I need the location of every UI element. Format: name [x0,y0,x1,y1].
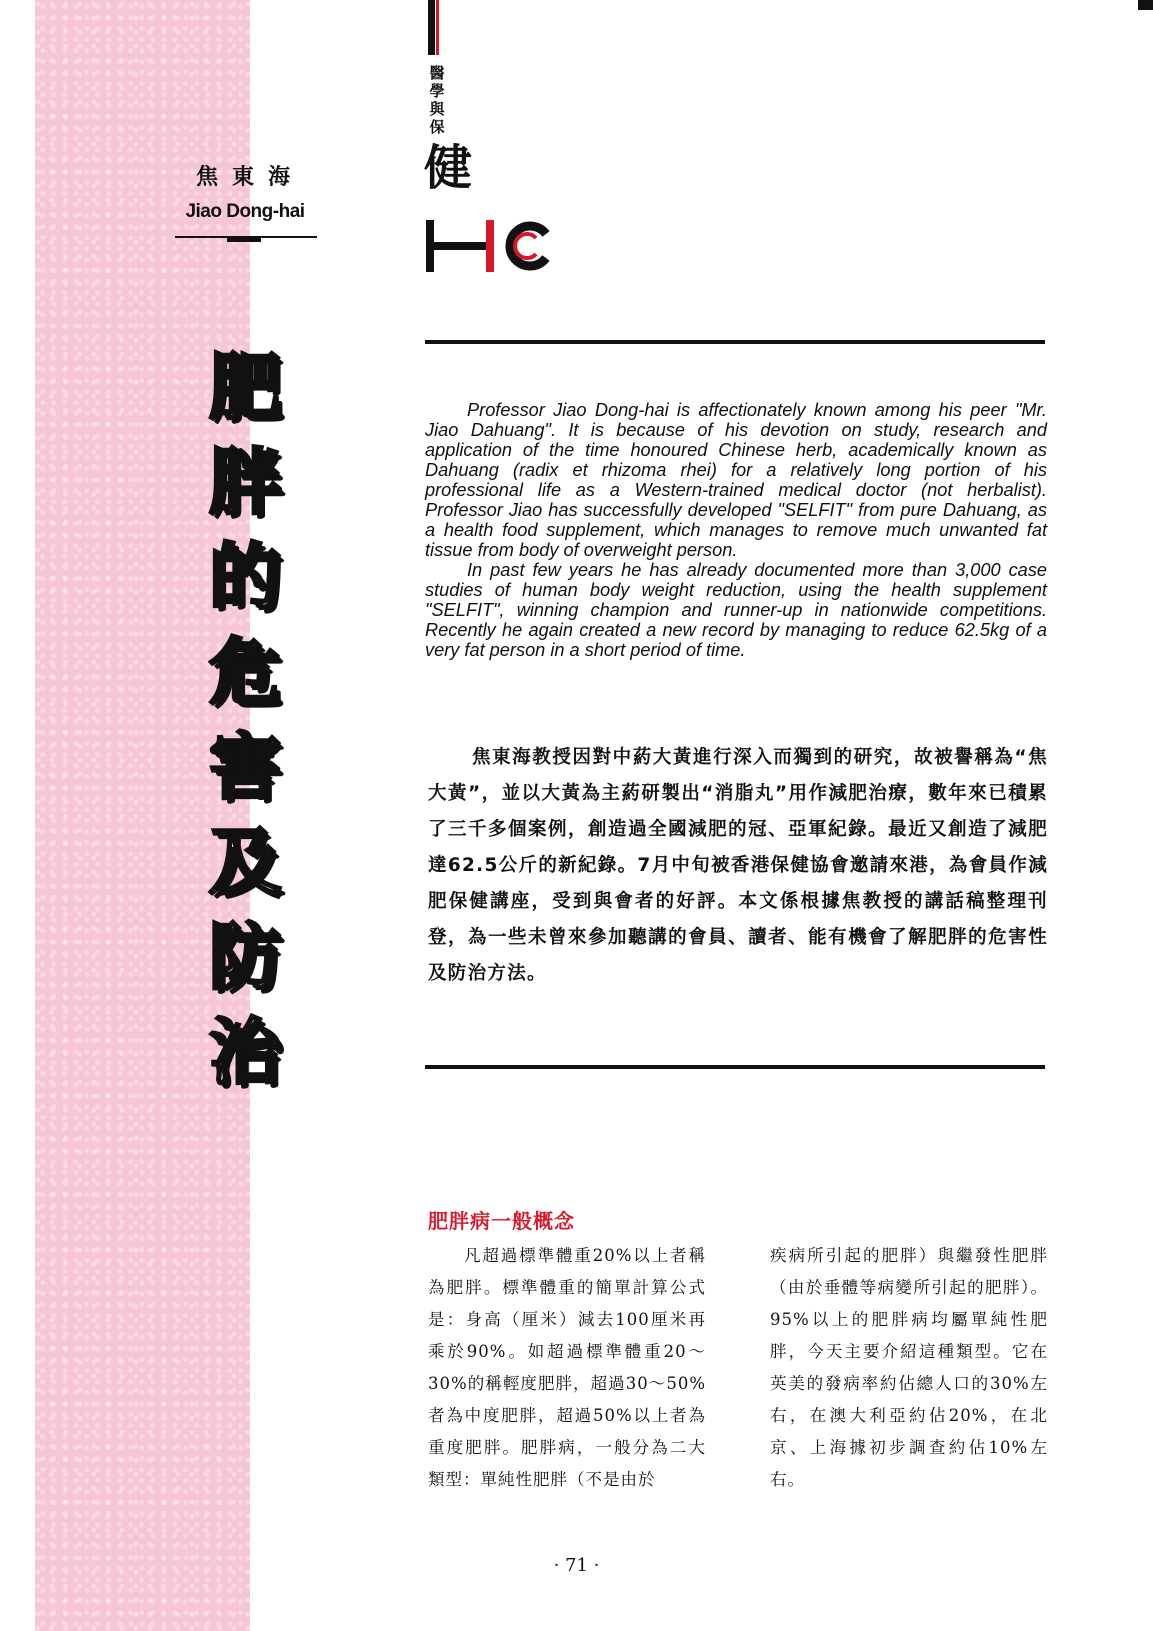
abstract-chinese: 焦東海教授因對中葯大黃進行深入而獨到的研究，故被譽稱為“焦大黃”，並以大黃為主葯研製出“消脂丸”用作減肥治療，數年來已積累了三千多個案例，創造過全國減肥的冠、亞軍紀錄。最近又創造了減肥達62.5公斤的新紀錄。7月中旬被香港保健協會邀請來港，為會員作減肥保健講座，受到與會者的好評。本文係根據焦教授的講話稿整理刊登，為一些未曾來參加聽講的會員、讀者、能有機會了解肥胖的危害性及防治方法。 [428,747,1048,984]
title-char: 肥 [208,345,281,429]
title-char: 及 [208,820,281,904]
corner-crop-mark [1138,0,1153,10]
title-char: 的 [208,535,281,619]
body-column-right: 疾病所引起的肥胖）與繼發性肥胖（由於垂體等病變所引起的肥胖）。95%以上的肥胖病均屬單純性肥胖，今天主要介紹這種類型。它在英美的發病率約佔總人口的30%左右，在澳大利亞約佔20%，在北京、上海據初步調查約佔10%左右。 [770,1246,1048,1489]
section-heading: 肥胖病一般概念 [428,1209,575,1233]
column-label-big: 健 [424,140,473,196]
article-title [200,340,290,1100]
column-label-bar-accent [436,0,439,55]
title-char: 防 [208,915,281,999]
author-underline-tab [227,237,261,242]
hc-logo [426,220,556,272]
column-label-small: 醫學與保 [429,64,445,136]
author-block [175,160,315,223]
abstract-en-paragraph-1: Professor Jiao Dong-hai is affectionately known among his peer "Mr. Jiao Dahuang". It is because of his devotion on study, research and application of the time honoured Chinese herb, academically known as Dahuang (radix et rhizoma rhei) for a relatively long portion of his professional life as a Western-trained medical doctor (not herbalist). Professor Jiao has successfully developed "SELFIT" from pure Dahuang, as a health food supplement, which manages to remove much unwanted fat tissue from body of overweight person. [425,400,1047,560]
body-column-left: 凡超過標準體重20%以上者稱為肥胖。標準體重的簡單計算公式是：身高（厘米）減去100厘米再乘於90%。如超過標準體重20～30%的稱輕度肥胖，超過30～50%者為中度肥胖，超過50%以上者為重度肥胖。肥胖病，一般分為二大類型：單純性肥胖（不是由於 [428,1246,706,1489]
author-name-en: Jiao Dong-hai [185,201,305,222]
author-name-cn: 焦東海 [195,165,304,190]
abstract-english [425,400,1047,660]
title-char: 危 [208,630,281,714]
section-divider-bottom [425,1065,1045,1069]
abstract-en-paragraph-2: In past few years he has already documented more than 3,000 case studies of human body weight reduction, using the health supplement "SELFIT", winning champion and runner-up in nationwide competitions. Recently he again created a new record by managing to reduce 62.5kg of a very fat person in a short period of time. [425,560,1047,660]
title-char: 治 [208,1010,281,1094]
column-label-bar [428,0,435,55]
title-char: 害 [208,725,281,809]
title-char: 胖 [208,440,281,524]
section-divider-top [425,340,1045,344]
page-number: · 71 · [553,1555,600,1576]
